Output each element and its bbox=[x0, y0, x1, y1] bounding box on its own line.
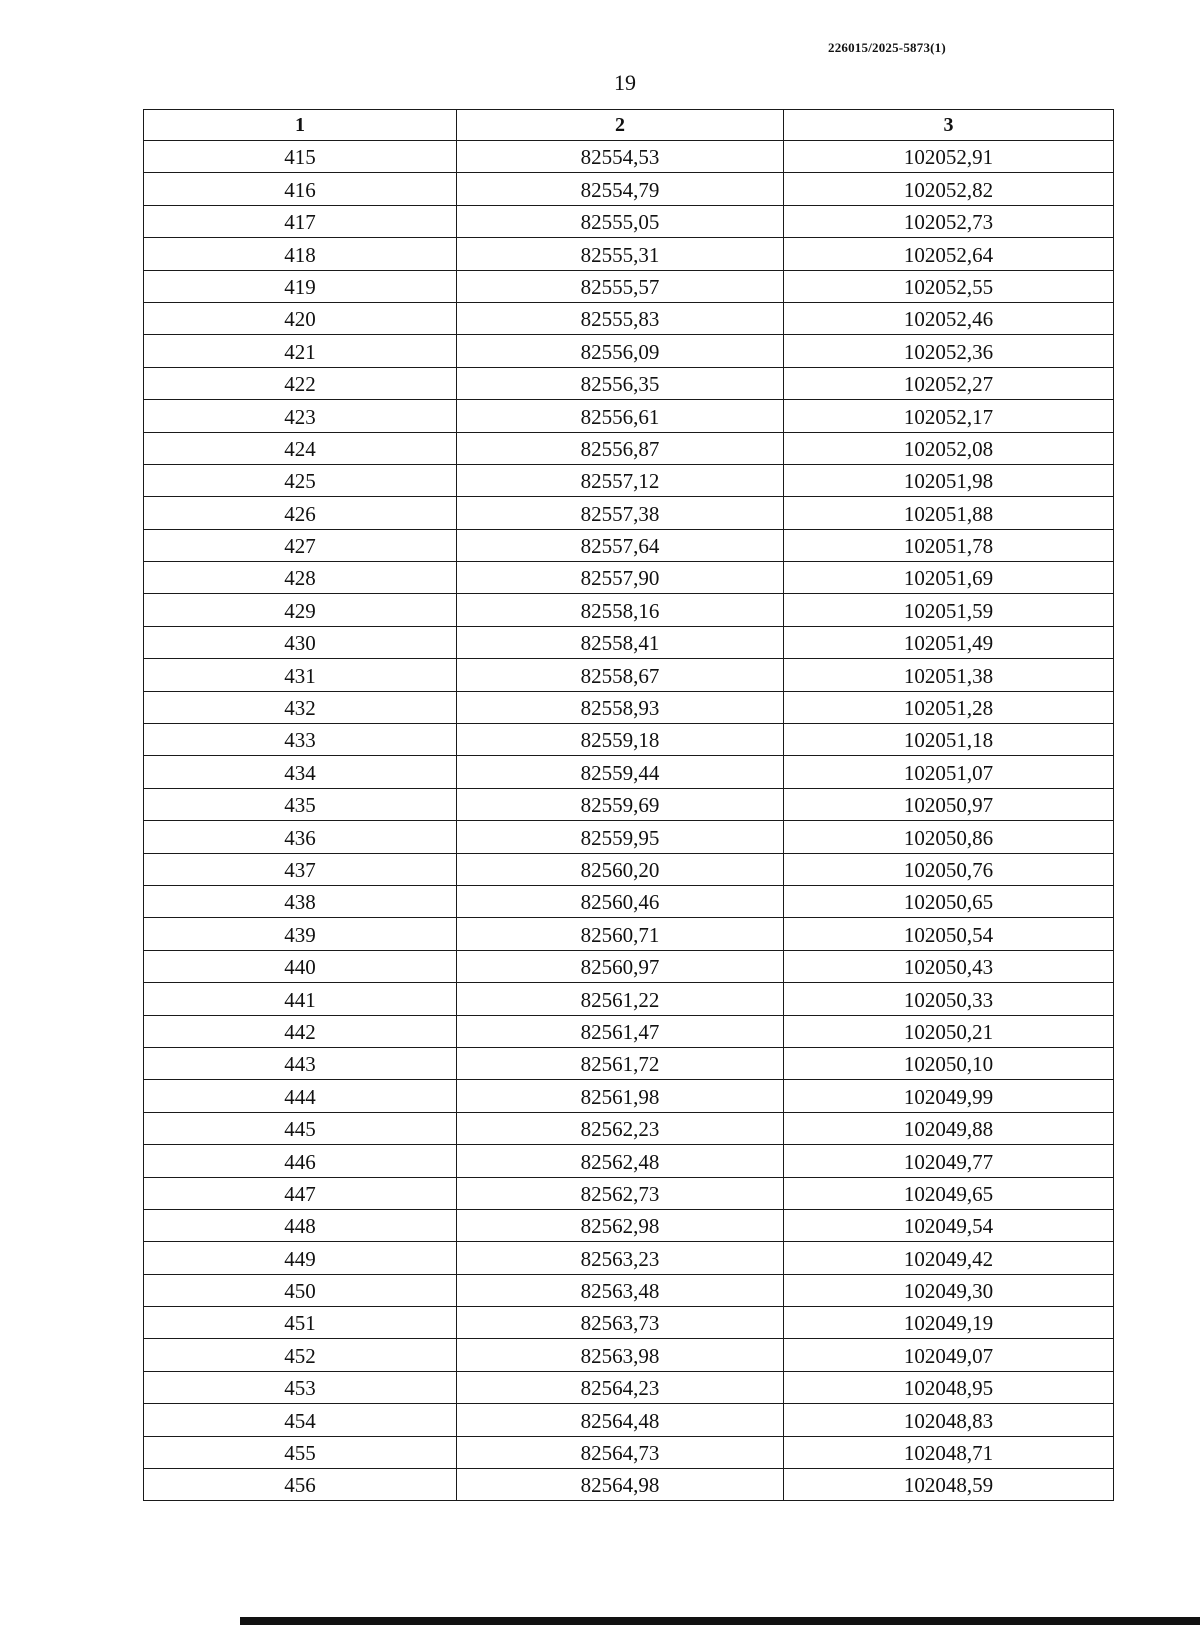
y-coordinate-cell: 102052,27 bbox=[784, 367, 1114, 399]
table-row bbox=[144, 335, 1114, 367]
y-coordinate-cell: 102052,17 bbox=[784, 400, 1114, 432]
table-row bbox=[144, 885, 1114, 917]
table-row bbox=[144, 950, 1114, 982]
table-row bbox=[144, 594, 1114, 626]
y-coordinate-cell: 102051,78 bbox=[784, 529, 1114, 561]
y-coordinate-cell: 102050,54 bbox=[784, 918, 1114, 950]
table-row bbox=[144, 367, 1114, 399]
x-coordinate-cell: 82560,46 bbox=[457, 885, 784, 917]
coordinates-table bbox=[143, 109, 1114, 1501]
table-row bbox=[144, 626, 1114, 658]
y-coordinate-cell: 102049,65 bbox=[784, 1177, 1114, 1209]
table-row bbox=[144, 1047, 1114, 1079]
y-coordinate-cell: 102052,36 bbox=[784, 335, 1114, 367]
point-number-cell: 441 bbox=[144, 983, 457, 1015]
y-coordinate-cell: 102052,55 bbox=[784, 270, 1114, 302]
x-coordinate-cell: 82562,23 bbox=[457, 1112, 784, 1144]
table-row bbox=[144, 1371, 1114, 1403]
table-row bbox=[144, 173, 1114, 205]
point-number-cell: 424 bbox=[144, 432, 457, 464]
y-coordinate-cell: 102049,54 bbox=[784, 1209, 1114, 1241]
point-number-cell: 428 bbox=[144, 562, 457, 594]
y-coordinate-cell: 102050,86 bbox=[784, 821, 1114, 853]
table-row bbox=[144, 1112, 1114, 1144]
x-coordinate-cell: 82557,12 bbox=[457, 464, 784, 496]
x-coordinate-cell: 82562,73 bbox=[457, 1177, 784, 1209]
x-coordinate-cell: 82563,23 bbox=[457, 1242, 784, 1274]
y-coordinate-cell: 102052,73 bbox=[784, 205, 1114, 237]
point-number-cell: 415 bbox=[144, 141, 457, 173]
y-coordinate-cell: 102050,43 bbox=[784, 950, 1114, 982]
y-coordinate-cell: 102048,71 bbox=[784, 1436, 1114, 1468]
table-row bbox=[144, 1177, 1114, 1209]
x-coordinate-cell: 82562,48 bbox=[457, 1145, 784, 1177]
table-row bbox=[144, 1436, 1114, 1468]
x-coordinate-cell: 82562,98 bbox=[457, 1209, 784, 1241]
x-coordinate-cell: 82557,64 bbox=[457, 529, 784, 561]
column-header-3: 3 bbox=[784, 110, 1114, 141]
x-coordinate-cell: 82555,57 bbox=[457, 270, 784, 302]
x-coordinate-cell: 82564,98 bbox=[457, 1469, 784, 1501]
point-number-cell: 452 bbox=[144, 1339, 457, 1371]
point-number-cell: 453 bbox=[144, 1371, 457, 1403]
table-row bbox=[144, 238, 1114, 270]
point-number-cell: 427 bbox=[144, 529, 457, 561]
point-number-cell: 446 bbox=[144, 1145, 457, 1177]
table-row bbox=[144, 918, 1114, 950]
table-row bbox=[144, 853, 1114, 885]
table-row bbox=[144, 1404, 1114, 1436]
table-row bbox=[144, 464, 1114, 496]
x-coordinate-cell: 82558,41 bbox=[457, 626, 784, 658]
table-row bbox=[144, 1209, 1114, 1241]
y-coordinate-cell: 102050,76 bbox=[784, 853, 1114, 885]
point-number-cell: 440 bbox=[144, 950, 457, 982]
y-coordinate-cell: 102050,65 bbox=[784, 885, 1114, 917]
table-row bbox=[144, 1307, 1114, 1339]
x-coordinate-cell: 82563,98 bbox=[457, 1339, 784, 1371]
point-number-cell: 442 bbox=[144, 1015, 457, 1047]
table-row bbox=[144, 821, 1114, 853]
point-number-cell: 447 bbox=[144, 1177, 457, 1209]
column-header-1: 1 bbox=[144, 110, 457, 141]
y-coordinate-cell: 102051,59 bbox=[784, 594, 1114, 626]
point-number-cell: 426 bbox=[144, 497, 457, 529]
y-coordinate-cell: 102052,08 bbox=[784, 432, 1114, 464]
point-number-cell: 435 bbox=[144, 788, 457, 820]
table-row bbox=[144, 432, 1114, 464]
y-coordinate-cell: 102049,42 bbox=[784, 1242, 1114, 1274]
point-number-cell: 416 bbox=[144, 173, 457, 205]
point-number-cell: 418 bbox=[144, 238, 457, 270]
y-coordinate-cell: 102051,07 bbox=[784, 756, 1114, 788]
table-row bbox=[144, 724, 1114, 756]
point-number-cell: 454 bbox=[144, 1404, 457, 1436]
point-number-cell: 429 bbox=[144, 594, 457, 626]
table-row bbox=[144, 659, 1114, 691]
table-row bbox=[144, 497, 1114, 529]
point-number-cell: 419 bbox=[144, 270, 457, 302]
x-coordinate-cell: 82564,73 bbox=[457, 1436, 784, 1468]
x-coordinate-cell: 82560,97 bbox=[457, 950, 784, 982]
table-row bbox=[144, 1080, 1114, 1112]
x-coordinate-cell: 82564,48 bbox=[457, 1404, 784, 1436]
x-coordinate-cell: 82559,18 bbox=[457, 724, 784, 756]
point-number-cell: 432 bbox=[144, 691, 457, 723]
y-coordinate-cell: 102050,21 bbox=[784, 1015, 1114, 1047]
x-coordinate-cell: 82556,09 bbox=[457, 335, 784, 367]
table-row bbox=[144, 756, 1114, 788]
y-coordinate-cell: 102049,07 bbox=[784, 1339, 1114, 1371]
x-coordinate-cell: 82561,22 bbox=[457, 983, 784, 1015]
point-number-cell: 436 bbox=[144, 821, 457, 853]
y-coordinate-cell: 102051,18 bbox=[784, 724, 1114, 756]
point-number-cell: 449 bbox=[144, 1242, 457, 1274]
table-row bbox=[144, 691, 1114, 723]
x-coordinate-cell: 82559,44 bbox=[457, 756, 784, 788]
column-header-2: 2 bbox=[457, 110, 784, 141]
x-coordinate-cell: 82555,05 bbox=[457, 205, 784, 237]
table-row bbox=[144, 1274, 1114, 1306]
table-row bbox=[144, 983, 1114, 1015]
point-number-cell: 434 bbox=[144, 756, 457, 788]
point-number-cell: 456 bbox=[144, 1469, 457, 1501]
y-coordinate-cell: 102052,64 bbox=[784, 238, 1114, 270]
x-coordinate-cell: 82556,35 bbox=[457, 367, 784, 399]
x-coordinate-cell: 82558,67 bbox=[457, 659, 784, 691]
x-coordinate-cell: 82559,95 bbox=[457, 821, 784, 853]
table-row bbox=[144, 302, 1114, 334]
point-number-cell: 439 bbox=[144, 918, 457, 950]
y-coordinate-cell: 102051,98 bbox=[784, 464, 1114, 496]
x-coordinate-cell: 82561,47 bbox=[457, 1015, 784, 1047]
x-coordinate-cell: 82555,31 bbox=[457, 238, 784, 270]
y-coordinate-cell: 102049,30 bbox=[784, 1274, 1114, 1306]
scan-edge-bar bbox=[240, 1617, 1200, 1625]
table-row bbox=[144, 205, 1114, 237]
x-coordinate-cell: 82558,16 bbox=[457, 594, 784, 626]
x-coordinate-cell: 82554,79 bbox=[457, 173, 784, 205]
table-body bbox=[144, 141, 1114, 1501]
y-coordinate-cell: 102050,33 bbox=[784, 983, 1114, 1015]
table-row bbox=[144, 141, 1114, 173]
point-number-cell: 451 bbox=[144, 1307, 457, 1339]
point-number-cell: 438 bbox=[144, 885, 457, 917]
x-coordinate-cell: 82556,61 bbox=[457, 400, 784, 432]
page-number: 19 bbox=[614, 70, 636, 95]
x-coordinate-cell: 82560,20 bbox=[457, 853, 784, 885]
x-coordinate-cell: 82561,98 bbox=[457, 1080, 784, 1112]
x-coordinate-cell: 82563,73 bbox=[457, 1307, 784, 1339]
y-coordinate-cell: 102051,38 bbox=[784, 659, 1114, 691]
point-number-cell: 437 bbox=[144, 853, 457, 885]
document-id: 226015/2025-5873(1) bbox=[828, 40, 946, 55]
point-number-cell: 430 bbox=[144, 626, 457, 658]
point-number-cell: 421 bbox=[144, 335, 457, 367]
point-number-cell: 444 bbox=[144, 1080, 457, 1112]
y-coordinate-cell: 102050,10 bbox=[784, 1047, 1114, 1079]
x-coordinate-cell: 82557,90 bbox=[457, 562, 784, 594]
x-coordinate-cell: 82560,71 bbox=[457, 918, 784, 950]
y-coordinate-cell: 102051,49 bbox=[784, 626, 1114, 658]
x-coordinate-cell: 82563,48 bbox=[457, 1274, 784, 1306]
y-coordinate-cell: 102051,28 bbox=[784, 691, 1114, 723]
x-coordinate-cell: 82554,53 bbox=[457, 141, 784, 173]
point-number-cell: 443 bbox=[144, 1047, 457, 1079]
x-coordinate-cell: 82557,38 bbox=[457, 497, 784, 529]
point-number-cell: 433 bbox=[144, 724, 457, 756]
point-number-cell: 423 bbox=[144, 400, 457, 432]
y-coordinate-cell: 102049,77 bbox=[784, 1145, 1114, 1177]
x-coordinate-cell: 82555,83 bbox=[457, 302, 784, 334]
y-coordinate-cell: 102049,19 bbox=[784, 1307, 1114, 1339]
point-number-cell: 431 bbox=[144, 659, 457, 691]
point-number-cell: 455 bbox=[144, 1436, 457, 1468]
table-row bbox=[144, 1339, 1114, 1371]
table-row bbox=[144, 529, 1114, 561]
point-number-cell: 450 bbox=[144, 1274, 457, 1306]
table-row bbox=[144, 1145, 1114, 1177]
point-number-cell: 448 bbox=[144, 1209, 457, 1241]
point-number-cell: 422 bbox=[144, 367, 457, 399]
y-coordinate-cell: 102052,46 bbox=[784, 302, 1114, 334]
y-coordinate-cell: 102051,88 bbox=[784, 497, 1114, 529]
y-coordinate-cell: 102049,88 bbox=[784, 1112, 1114, 1144]
y-coordinate-cell: 102049,99 bbox=[784, 1080, 1114, 1112]
table-row bbox=[144, 1469, 1114, 1501]
y-coordinate-cell: 102048,95 bbox=[784, 1371, 1114, 1403]
x-coordinate-cell: 82556,87 bbox=[457, 432, 784, 464]
point-number-cell: 425 bbox=[144, 464, 457, 496]
y-coordinate-cell: 102050,97 bbox=[784, 788, 1114, 820]
table-row bbox=[144, 270, 1114, 302]
y-coordinate-cell: 102052,82 bbox=[784, 173, 1114, 205]
x-coordinate-cell: 82558,93 bbox=[457, 691, 784, 723]
point-number-cell: 417 bbox=[144, 205, 457, 237]
y-coordinate-cell: 102051,69 bbox=[784, 562, 1114, 594]
y-coordinate-cell: 102052,91 bbox=[784, 141, 1114, 173]
table-row bbox=[144, 1015, 1114, 1047]
table-header-row bbox=[144, 110, 1114, 141]
table-row bbox=[144, 788, 1114, 820]
y-coordinate-cell: 102048,83 bbox=[784, 1404, 1114, 1436]
x-coordinate-cell: 82561,72 bbox=[457, 1047, 784, 1079]
x-coordinate-cell: 82564,23 bbox=[457, 1371, 784, 1403]
table-row bbox=[144, 1242, 1114, 1274]
x-coordinate-cell: 82559,69 bbox=[457, 788, 784, 820]
point-number-cell: 445 bbox=[144, 1112, 457, 1144]
table-row bbox=[144, 400, 1114, 432]
point-number-cell: 420 bbox=[144, 302, 457, 334]
table-row bbox=[144, 562, 1114, 594]
y-coordinate-cell: 102048,59 bbox=[784, 1469, 1114, 1501]
